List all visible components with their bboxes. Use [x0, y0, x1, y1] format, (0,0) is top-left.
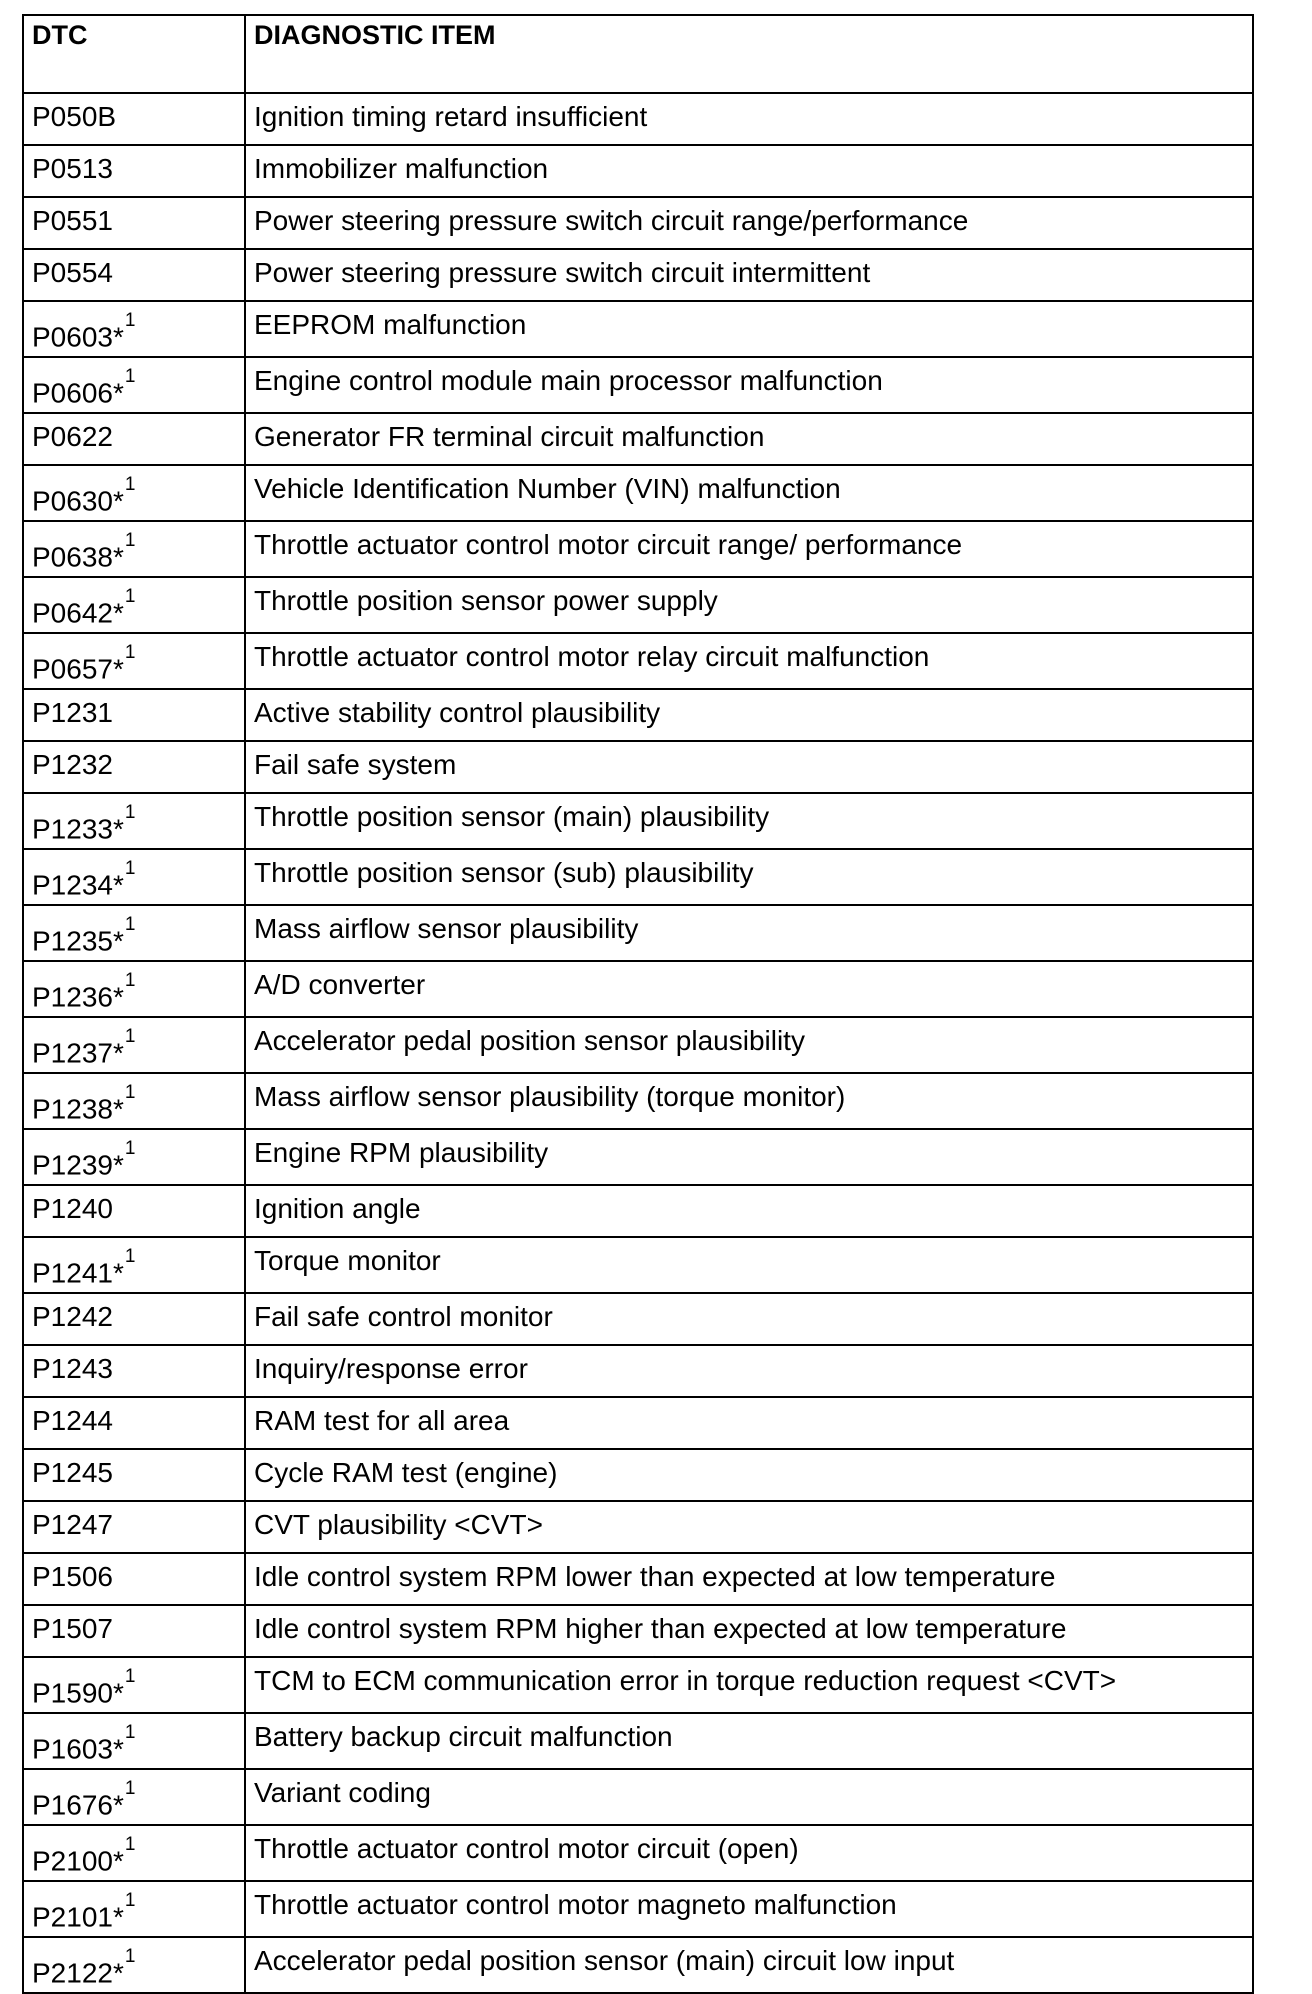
diagnostic-item-cell: Fail safe control monitor [245, 1293, 1253, 1345]
dtc-code-wrapper [32, 204, 113, 238]
diagnostic-item-cell: Variant coding [245, 1769, 1253, 1825]
table-row [23, 301, 1253, 357]
dtc-code: P0554 [32, 257, 113, 288]
diagnostic-item-cell: Idle control system RPM higher than expected at low temperature [245, 1605, 1253, 1657]
dtc-code: P050B [32, 101, 117, 132]
dtc-code-wrapper [32, 802, 136, 846]
dtc-code: P1239* [32, 1149, 124, 1181]
dtc-footnote-marker: 1 [124, 1026, 136, 1047]
dtc-code-wrapper [32, 914, 136, 958]
dtc-code-cell [23, 93, 245, 145]
diagnostic-item-cell: Battery backup circuit malfunction [245, 1713, 1253, 1769]
diagnostic-item-cell: Fail safe system [245, 741, 1253, 793]
dtc-code: P0551 [32, 205, 113, 236]
diagnostic-item-cell: Torque monitor [245, 1237, 1253, 1293]
dtc-code-wrapper [32, 420, 113, 454]
dtc-code-wrapper [32, 1778, 136, 1822]
dtc-code-cell [23, 1553, 245, 1605]
dtc-code-wrapper [32, 1508, 113, 1542]
dtc-code-wrapper [32, 1834, 136, 1878]
dtc-code-cell [23, 145, 245, 197]
dtc-code-cell [23, 741, 245, 793]
dtc-footnote-marker: 1 [124, 1138, 136, 1159]
table-row [23, 1657, 1253, 1713]
table-row [23, 577, 1253, 633]
dtc-footnote-marker: 1 [124, 1890, 136, 1911]
dtc-code-cell [23, 577, 245, 633]
dtc-footnote-marker: 1 [124, 1666, 136, 1687]
diagnostic-item-cell: Mass airflow sensor plausibility (torque monitor) [245, 1073, 1253, 1129]
dtc-code-wrapper [32, 1138, 136, 1182]
dtc-code-wrapper [32, 474, 136, 518]
dtc-code-wrapper [32, 1192, 113, 1226]
table-row [23, 357, 1253, 413]
dtc-code-wrapper [32, 256, 113, 290]
table-row [23, 1017, 1253, 1073]
dtc-code: P1244 [32, 1405, 113, 1436]
dtc-code: P1242 [32, 1301, 113, 1332]
dtc-code: P1506 [32, 1561, 113, 1592]
diagnostic-item-cell: Active stability control plausibility [245, 689, 1253, 741]
table-row [23, 1185, 1253, 1237]
dtc-code-wrapper [32, 1666, 136, 1710]
dtc-footnote-marker: 1 [124, 366, 136, 387]
diagnostic-item-cell: Vehicle Identification Number (VIN) malfunction [245, 465, 1253, 521]
table-row [23, 249, 1253, 301]
diagnostic-item-cell: Throttle actuator control motor relay circuit malfunction [245, 633, 1253, 689]
dtc-code: P1231 [32, 697, 113, 728]
diagnostic-item-cell: Power steering pressure switch circuit range/performance [245, 197, 1253, 249]
dtc-code-cell [23, 413, 245, 465]
dtc-code-cell [23, 1397, 245, 1449]
dtc-code-cell [23, 465, 245, 521]
table-row [23, 1769, 1253, 1825]
diagnostic-item-cell: Engine RPM plausibility [245, 1129, 1253, 1185]
diagnostic-item-cell: Throttle actuator control motor circuit (open) [245, 1825, 1253, 1881]
dtc-code: P1232 [32, 749, 113, 780]
dtc-code-cell [23, 1825, 245, 1881]
dtc-code-cell [23, 1017, 245, 1073]
header-row [23, 15, 1253, 93]
diagnostic-item-cell: CVT plausibility <CVT> [245, 1501, 1253, 1553]
diagnostic-item-cell: TCM to ECM communication error in torque reduction request <CVT> [245, 1657, 1253, 1713]
dtc-footnote-marker: 1 [124, 1082, 136, 1103]
table-row [23, 1605, 1253, 1657]
diagnostic-item-cell: EEPROM malfunction [245, 301, 1253, 357]
dtc-code-wrapper [32, 1300, 113, 1334]
table-row [23, 413, 1253, 465]
dtc-footnote-marker: 1 [124, 1722, 136, 1743]
dtc-code: P0630* [32, 485, 124, 517]
dtc-code: P1676* [32, 1789, 124, 1821]
dtc-footnote-marker: 1 [124, 970, 136, 991]
dtc-code-cell [23, 1657, 245, 1713]
diagnostic-item-cell: Throttle position sensor (main) plausibility [245, 793, 1253, 849]
table-row [23, 197, 1253, 249]
table-row [23, 1237, 1253, 1293]
dtc-code: P0603* [32, 321, 124, 353]
dtc-code-wrapper [32, 1722, 136, 1766]
dtc-code: P1247 [32, 1509, 113, 1540]
diagnostic-item-cell: Immobilizer malfunction [245, 145, 1253, 197]
table-row [23, 1553, 1253, 1605]
dtc-code-wrapper [32, 530, 136, 574]
dtc-code-cell [23, 961, 245, 1017]
dtc-code-cell [23, 357, 245, 413]
dtc-footnote-marker: 1 [124, 530, 136, 551]
header-dtc: DTC [23, 15, 245, 93]
table-row [23, 961, 1253, 1017]
diagnostic-item-cell: Cycle RAM test (engine) [245, 1449, 1253, 1501]
dtc-code-cell [23, 1237, 245, 1293]
dtc-code: P1241* [32, 1257, 124, 1289]
dtc-footnote-marker: 1 [124, 310, 136, 331]
diagnostic-item-cell: Ignition angle [245, 1185, 1253, 1237]
table-row [23, 849, 1253, 905]
diagnostic-item-cell: Throttle position sensor power supply [245, 577, 1253, 633]
dtc-table [22, 14, 1254, 1994]
dtc-code-wrapper [32, 1026, 136, 1070]
dtc-code-cell [23, 849, 245, 905]
dtc-footnote-marker: 1 [124, 914, 136, 935]
table-row [23, 1293, 1253, 1345]
diagnostic-item-cell: Power steering pressure switch circuit intermittent [245, 249, 1253, 301]
dtc-footnote-marker: 1 [124, 1246, 136, 1267]
dtc-code: P1240 [32, 1193, 113, 1224]
dtc-code: P2122* [32, 1957, 124, 1989]
table-row [23, 741, 1253, 793]
dtc-code-wrapper [32, 1352, 113, 1386]
dtc-footnote-marker: 1 [124, 1778, 136, 1799]
dtc-code: P0606* [32, 377, 124, 409]
diagnostic-item-cell: RAM test for all area [245, 1397, 1253, 1449]
dtc-code: P1235* [32, 925, 124, 957]
dtc-code: P0513 [32, 153, 113, 184]
dtc-code-cell [23, 1769, 245, 1825]
dtc-code: P1237* [32, 1037, 124, 1069]
dtc-code: P1238* [32, 1093, 124, 1125]
dtc-code-wrapper [32, 586, 136, 630]
dtc-code-cell [23, 1449, 245, 1501]
diagnostic-item-cell: Ignition timing retard insufficient [245, 93, 1253, 145]
dtc-code: P0638* [32, 541, 124, 573]
dtc-code-cell [23, 301, 245, 357]
table-row [23, 1129, 1253, 1185]
dtc-code: P2101* [32, 1901, 124, 1933]
dtc-code: P1234* [32, 869, 124, 901]
dtc-footnote-marker: 1 [124, 858, 136, 879]
diagnostic-item-cell: Throttle actuator control motor circuit range/ performance [245, 521, 1253, 577]
dtc-code-cell [23, 521, 245, 577]
diagnostic-item-cell: Accelerator pedal position sensor plausibility [245, 1017, 1253, 1073]
dtc-code-cell [23, 1501, 245, 1553]
dtc-code-cell [23, 633, 245, 689]
dtc-code-cell [23, 1345, 245, 1397]
table-header [23, 15, 1253, 93]
dtc-code-wrapper [32, 1560, 113, 1594]
dtc-code-cell [23, 1293, 245, 1345]
dtc-footnote-marker: 1 [124, 1834, 136, 1855]
table-row [23, 1713, 1253, 1769]
dtc-code-wrapper [32, 152, 113, 186]
dtc-footnote-marker: 1 [124, 1946, 136, 1967]
dtc-code-cell [23, 793, 245, 849]
dtc-code-wrapper [32, 748, 113, 782]
dtc-code-wrapper [32, 366, 136, 410]
dtc-code-cell [23, 1185, 245, 1237]
dtc-code: P2100* [32, 1845, 124, 1877]
dtc-code: P1603* [32, 1733, 124, 1765]
dtc-code: P0642* [32, 597, 124, 629]
table-row [23, 689, 1253, 741]
table-row [23, 1449, 1253, 1501]
diagnostic-item-cell: Generator FR terminal circuit malfunction [245, 413, 1253, 465]
dtc-code-cell [23, 1605, 245, 1657]
dtc-code-cell [23, 905, 245, 961]
table-row [23, 1825, 1253, 1881]
table-body [23, 93, 1253, 1993]
diagnostic-item-cell: Throttle position sensor (sub) plausibility [245, 849, 1253, 905]
diagnostic-item-cell: Mass airflow sensor plausibility [245, 905, 1253, 961]
dtc-footnote-marker: 1 [124, 642, 136, 663]
dtc-code-cell [23, 249, 245, 301]
table-row [23, 1881, 1253, 1937]
table-row [23, 793, 1253, 849]
dtc-code-wrapper [32, 310, 136, 354]
dtc-code-wrapper [32, 1404, 113, 1438]
dtc-code: P0622 [32, 421, 113, 452]
dtc-code-wrapper [32, 858, 136, 902]
table-row [23, 1397, 1253, 1449]
dtc-code-wrapper [32, 1456, 113, 1490]
dtc-code-wrapper [32, 642, 136, 686]
dtc-code-cell [23, 1881, 245, 1937]
table-row [23, 93, 1253, 145]
diagnostic-item-cell: Accelerator pedal position sensor (main) circuit low input [245, 1937, 1253, 1993]
table-row [23, 1345, 1253, 1397]
dtc-code-wrapper [32, 1612, 113, 1646]
table-row [23, 465, 1253, 521]
dtc-code-cell [23, 1073, 245, 1129]
table-row [23, 1937, 1253, 1993]
dtc-code-cell [23, 689, 245, 741]
diagnostic-item-cell: Engine control module main processor malfunction [245, 357, 1253, 413]
dtc-code-cell [23, 197, 245, 249]
table-row [23, 521, 1253, 577]
dtc-code-wrapper [32, 1246, 136, 1290]
table-row [23, 1073, 1253, 1129]
diagnostic-item-cell: Inquiry/response error [245, 1345, 1253, 1397]
table-row [23, 633, 1253, 689]
dtc-code: P1245 [32, 1457, 113, 1488]
diagnostic-item-cell: A/D converter [245, 961, 1253, 1017]
table-row [23, 145, 1253, 197]
dtc-code: P1233* [32, 813, 124, 845]
dtc-code: P0657* [32, 653, 124, 685]
dtc-code-wrapper [32, 1946, 136, 1990]
dtc-code: P1507 [32, 1613, 113, 1644]
dtc-code-wrapper [32, 696, 113, 730]
dtc-code-wrapper [32, 100, 116, 134]
dtc-footnote-marker: 1 [124, 474, 136, 495]
header-diagnostic-item: DIAGNOSTIC ITEM [245, 15, 1253, 93]
diagnostic-item-cell: Throttle actuator control motor magneto malfunction [245, 1881, 1253, 1937]
dtc-footnote-marker: 1 [124, 586, 136, 607]
dtc-code-cell [23, 1713, 245, 1769]
table-row [23, 1501, 1253, 1553]
dtc-code-cell [23, 1129, 245, 1185]
dtc-code-wrapper [32, 970, 136, 1014]
dtc-code-wrapper [32, 1082, 136, 1126]
diagnostic-item-cell: Idle control system RPM lower than expected at low temperature [245, 1553, 1253, 1605]
dtc-code: P1236* [32, 981, 124, 1013]
dtc-footnote-marker: 1 [124, 802, 136, 823]
dtc-code-wrapper [32, 1890, 136, 1934]
dtc-code: P1590* [32, 1677, 124, 1709]
table-row [23, 905, 1253, 961]
dtc-code-cell [23, 1937, 245, 1993]
dtc-code: P1243 [32, 1353, 113, 1384]
